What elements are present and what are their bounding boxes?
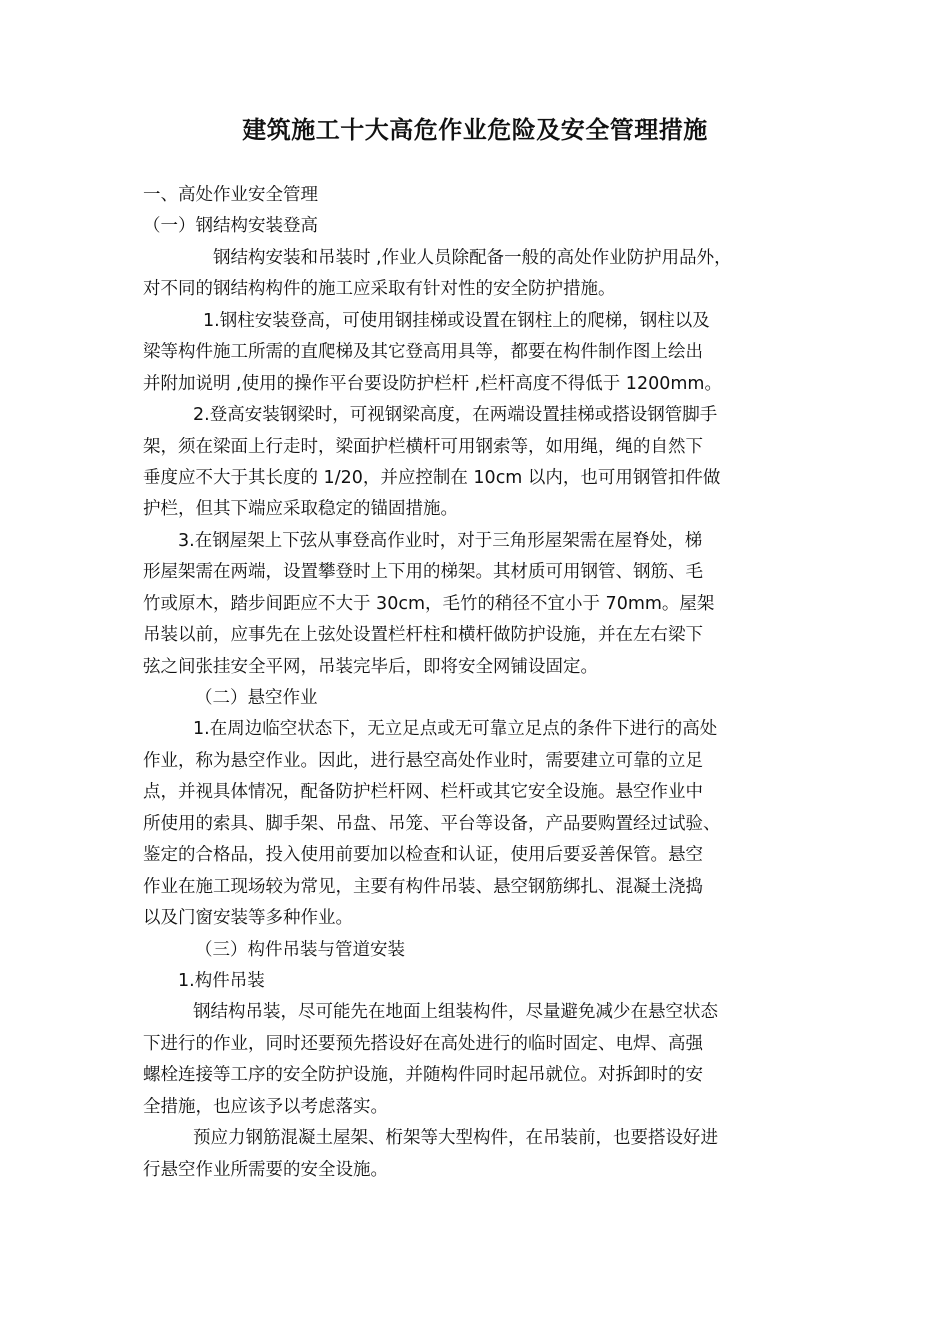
document-body xyxy=(143,180,813,1186)
paragraph-line: 点，并视具体情况，配备防护栏杆网、栏杆或其它安全设施。悬空作业中 xyxy=(143,782,703,803)
paragraph-line: 竹或原木，踏步间距应不大于 30cm，毛竹的稍径不宜小于 70mm。屋架 xyxy=(143,593,715,614)
paragraph-line: 2.登高安装钢梁时，可视钢梁高度，在两端设置挂梯或搭设钢管脚手 xyxy=(193,405,718,426)
paragraph-line: 作业，称为悬空作业。因此，进行悬空高处作业时，需要建立可靠的立足 xyxy=(143,750,703,771)
paragraph-line: 作业在施工现场较为常见，主要有构件吊装、悬空钢筋绑扎、混凝土浇捣 xyxy=(143,876,703,897)
subsection-heading: （二）悬空作业 xyxy=(195,688,318,708)
paragraph-line: 梁等构件施工所需的直爬梯及其它登高用具等，都要在构件制作图上绘出 xyxy=(143,342,703,363)
item-heading: 1.构件吊装 xyxy=(178,970,265,991)
paragraph-line: 3.在钢屋架上下弦从事登高作业时，对于三角形屋架需在屋脊处，梯 xyxy=(178,530,703,551)
paragraph-line: 行悬空作业所需要的安全设施。 xyxy=(143,1159,388,1180)
paragraph-line: 架，须在梁面上行走时，梁面护栏横杆可用钢索等，如用绳，绳的自然下 xyxy=(143,436,703,457)
paragraph-line: 螺栓连接等工序的安全防护设施，并随构件同时起吊就位。对拆卸时的安 xyxy=(143,1065,703,1086)
paragraph-line: 吊装以前，应事先在上弦处设置栏杆柱和横杆做防护设施，并在左右梁下 xyxy=(143,625,703,646)
paragraph-line: 全措施，也应该予以考虑落实。 xyxy=(143,1096,388,1117)
paragraph-line: 弦之间张挂安全平网，吊装完毕后，即将安全网铺设固定。 xyxy=(143,656,598,677)
subsection-heading: （一）钢结构安装登高 xyxy=(143,216,318,237)
section-heading: 一、高处作业安全管理 xyxy=(143,185,318,205)
paragraph-line: 1.钢柱安装登高，可使用钢挂梯或设置在钢柱上的爬梯，钢柱以及 xyxy=(203,310,710,331)
paragraph-line: 钢结构吊装，尽可能先在地面上组装构件，尽量避免减少在悬空状态 xyxy=(193,1002,718,1023)
paragraph-line: 鉴定的合格品，投入使用前要加以检查和认证，使用后要妥善保管。悬空 xyxy=(143,845,703,866)
paragraph-line: 预应力钢筋混凝土屋架、桁架等大型构件，在吊装前，也要搭设好进 xyxy=(193,1128,718,1149)
paragraph-line: 下进行的作业，同时还要预先搭设好在高处进行的临时固定、电焊、高强 xyxy=(143,1033,703,1054)
paragraph-line: 并附加说明 ,使用的操作平台要设防护栏杆 ,栏杆高度不得低于 1200mm。 xyxy=(143,373,722,394)
document-title: 建筑施工十大高危作业危险及安全管理措施 xyxy=(242,116,708,144)
paragraph-line: 护栏，但其下端应采取稳定的锚固措施。 xyxy=(143,499,458,520)
paragraph-line: 所使用的索具、脚手架、吊盘、吊笼、平台等设备，产品要购置经过试验、 xyxy=(143,813,721,834)
paragraph-line: 垂度应不大于其长度的 1/20，并应控制在 10cm 以内，也可用钢管扣件做 xyxy=(143,467,721,488)
paragraph-line: 钢结构安装和吊装时 ,作业人员除配备一般的高处作业防护用品外， xyxy=(213,247,732,268)
paragraph-line: 1.在周边临空状态下，无立足点或无可靠立足点的条件下进行的高处 xyxy=(193,719,718,740)
paragraph-line: 形屋架需在两端，设置攀登时上下用的梯架。其材质可用钢管、钢筋、毛 xyxy=(143,562,703,583)
subsection-heading: （三）构件吊装与管道安装 xyxy=(195,939,405,960)
paragraph-line: 对不同的钢结构构件的施工应采取有针对性的安全防护措施。 xyxy=(143,279,616,300)
paragraph-line: 以及门窗安装等多种作业。 xyxy=(143,908,353,929)
